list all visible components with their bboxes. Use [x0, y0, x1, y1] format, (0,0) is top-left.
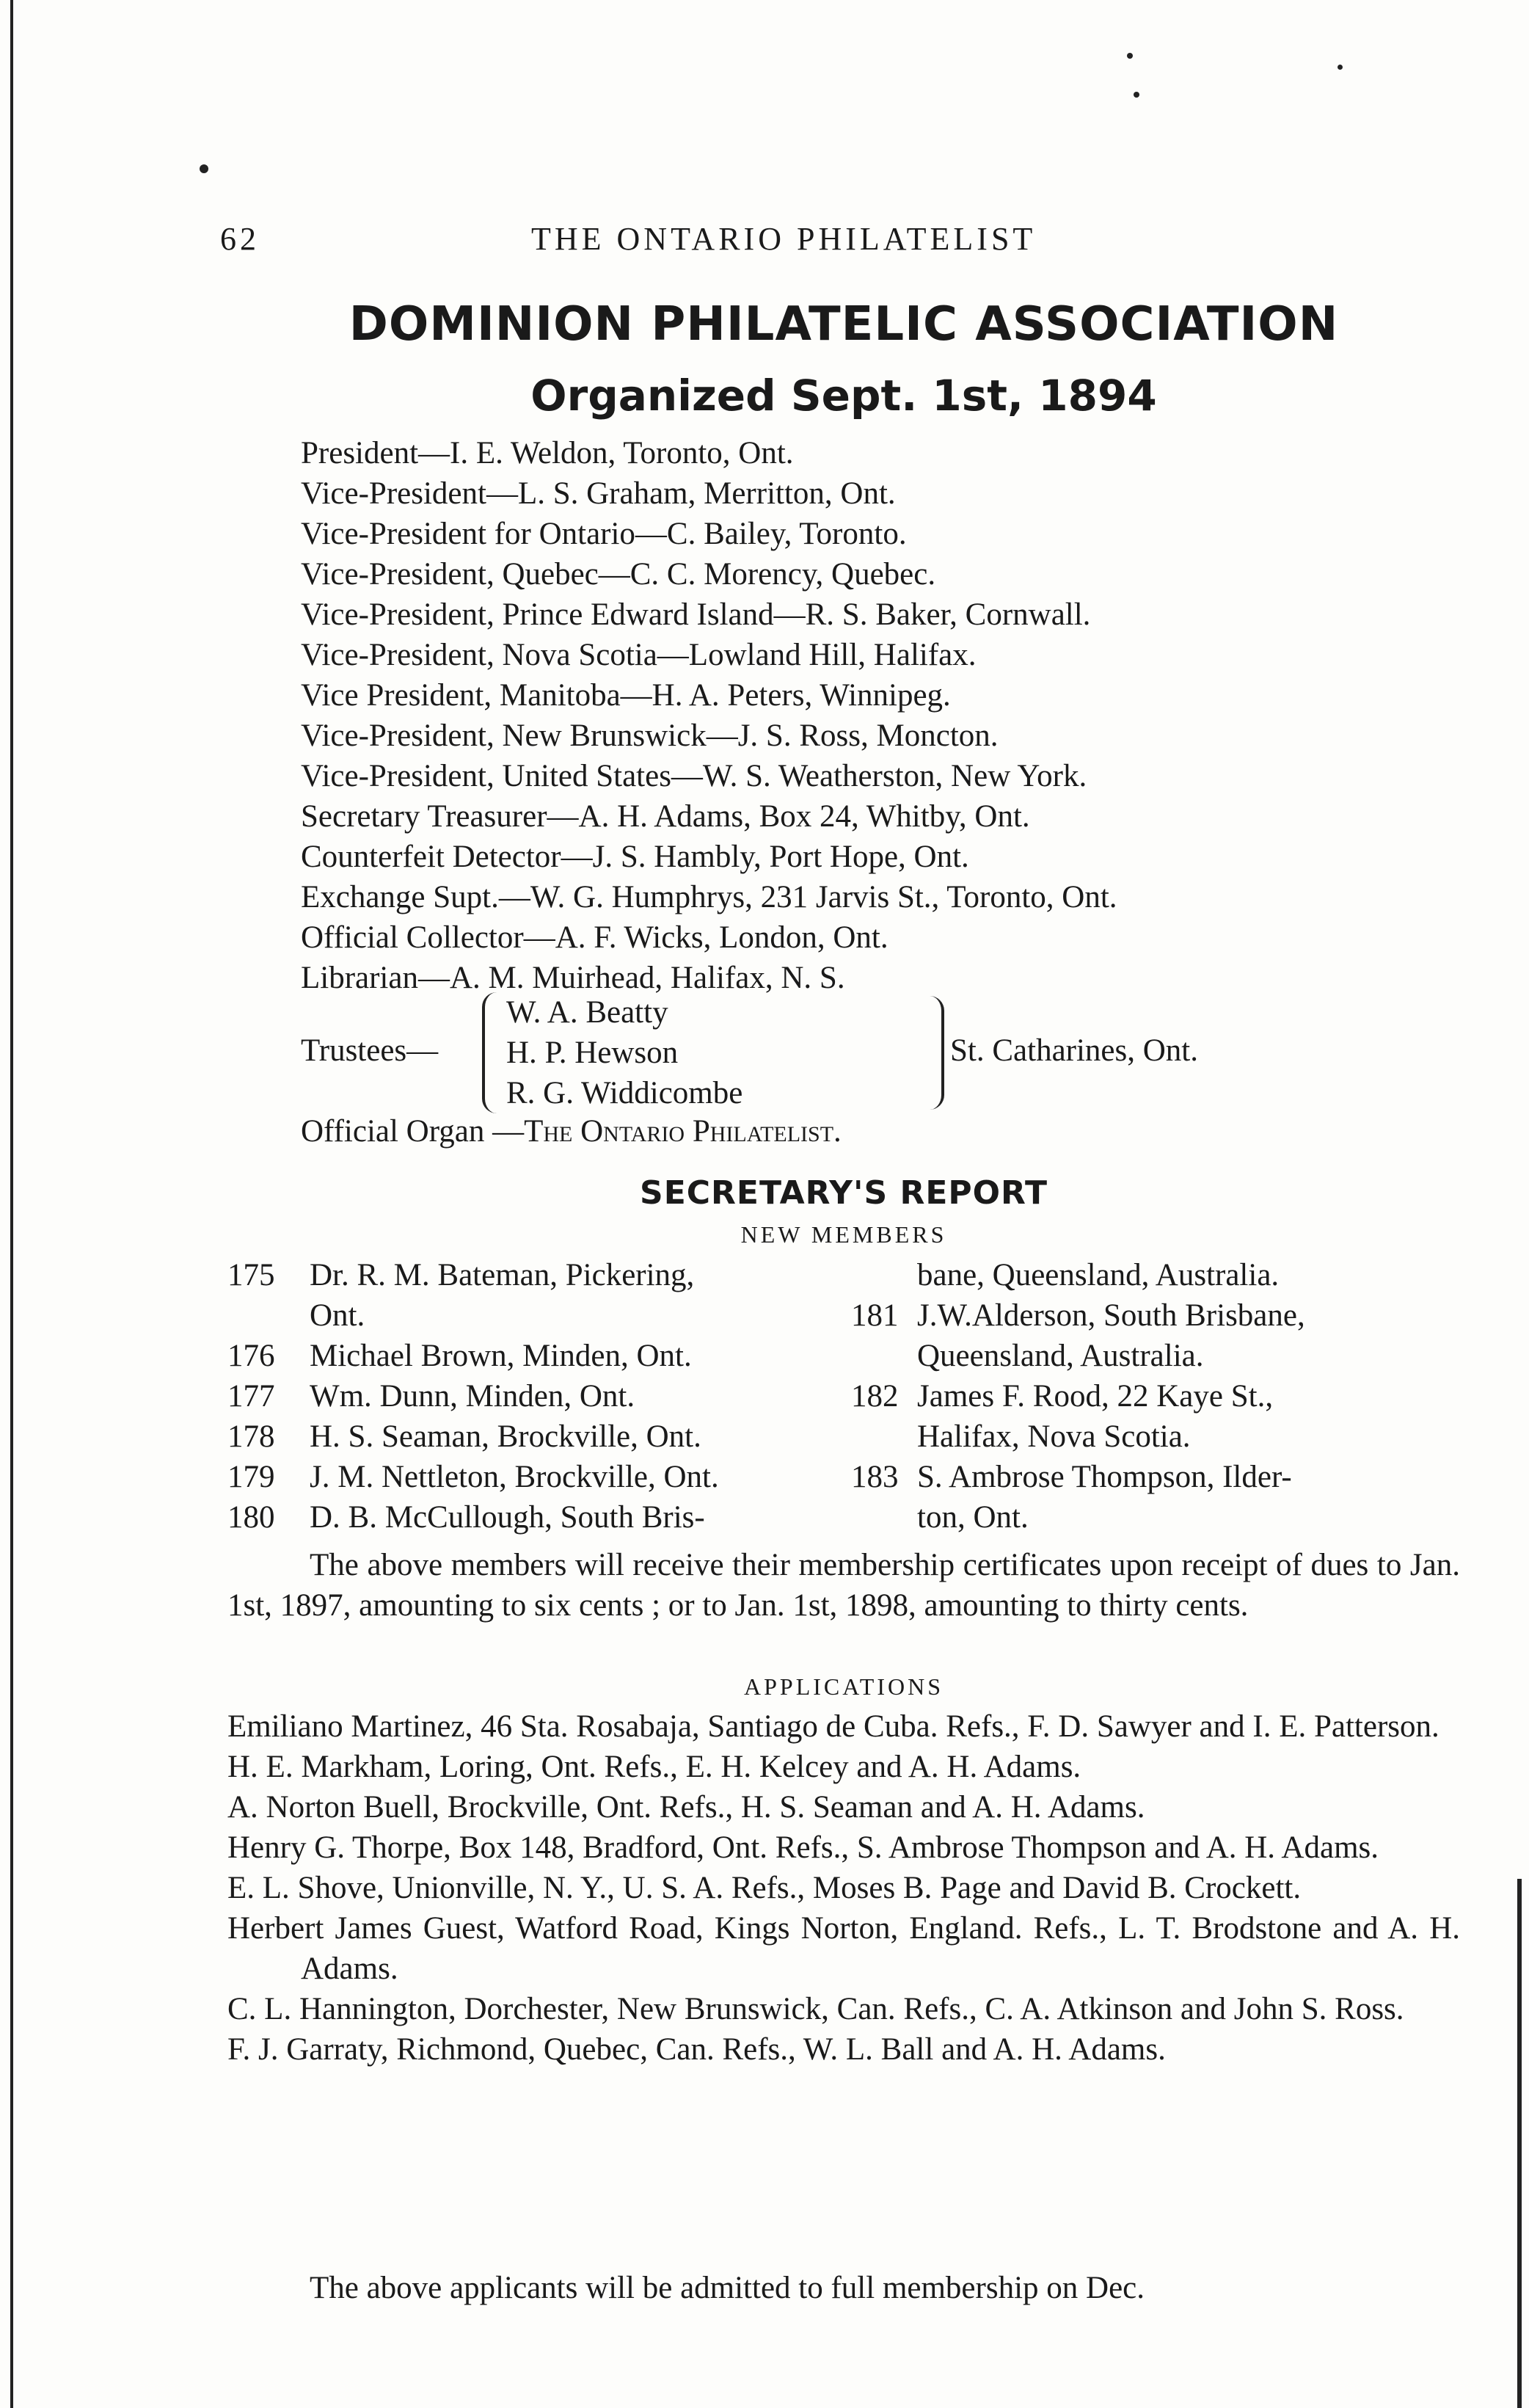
officer-line: Counterfeit Detector—J. S. Hambly, Port Hope, Ont. — [301, 840, 969, 874]
member-number: 178 — [227, 1419, 275, 1454]
member-number: 176 — [227, 1339, 275, 1373]
members-left-column — [227, 1255, 836, 1538]
officer-line: Vice President, Manitoba—H. A. Peters, Winnipeg. — [301, 678, 951, 713]
officer-line: Vice-President, Nova Scotia—Lowland Hill, Halifax. — [301, 638, 977, 672]
member-entry — [851, 1295, 1460, 1376]
member-number: 181 — [851, 1298, 899, 1333]
member-line: Halifax, Nova Scotia. — [917, 1419, 1191, 1454]
right-margin-rule — [1517, 1879, 1522, 2408]
trustee-name: R. G. Widdicombe — [506, 1076, 743, 1110]
official-organ — [301, 1113, 842, 1149]
member-line: bane, Queensland, Australia. — [917, 1258, 1280, 1292]
member-line: H. S. Seaman, Brockville, Ont. — [310, 1419, 701, 1454]
member-entry — [851, 1457, 1460, 1538]
member-line: J. M. Nettleton, Brockville, Ont. — [310, 1460, 719, 1494]
right-brace — [927, 996, 944, 1110]
left-brace — [482, 992, 501, 1113]
member-line: ton, Ont. — [917, 1500, 1029, 1535]
page-subheading: Organized Sept. 1st, 1894 — [530, 371, 1157, 421]
ink-speck — [1338, 65, 1343, 70]
member-number: 179 — [227, 1460, 275, 1494]
member-line: Wm. Dunn, Minden, Ont. — [310, 1379, 635, 1414]
member-line: D. B. McCullough, South Bris- — [310, 1500, 705, 1535]
member-line: James F. Rood, 22 Kaye St., — [917, 1379, 1274, 1414]
officer-line: President—I. E. Weldon, Toronto, Ont. — [301, 436, 794, 470]
trustees-label: Trustees— — [301, 1033, 439, 1068]
application-entry: A. Norton Buell, Brockville, Ont. Refs., H. S. Seaman and A. H. Adams. — [227, 1790, 1145, 1825]
member-entry — [227, 1497, 836, 1538]
member-entry — [851, 1255, 1460, 1295]
left-margin-rule — [10, 0, 13, 2408]
member-line: J.W.Alderson, South Brisbane, — [917, 1298, 1305, 1333]
officer-line: Secretary Treasurer—A. H. Adams, Box 24, Whitby, Ont. — [301, 799, 1030, 834]
member-entry — [851, 1376, 1460, 1457]
application-entry: Emiliano Martinez, 46 Sta. Rosabaja, Santiago de Cuba. Refs., F. D. Sawyer and I. E. Patterson. — [227, 1709, 1439, 1744]
officer-line: Vice-President for Ontario—C. Bailey, Toronto. — [301, 517, 907, 551]
member-line: Queensland, Australia. — [917, 1339, 1204, 1373]
member-entry — [227, 1255, 836, 1336]
applications-list — [227, 1706, 1460, 2070]
members-right-column — [851, 1255, 1460, 1538]
application-entry: Herbert James Guest, Watford Road, Kings Norton, England. Refs., L. T. Brodstone and A. H. Adams. — [227, 1911, 1460, 1986]
member-line: Dr. R. M. Bateman, Pickering, — [310, 1258, 695, 1292]
member-line: Michael Brown, Minden, Ont. — [310, 1339, 692, 1373]
officers-list — [301, 433, 1117, 998]
officer-line: Librarian—A. M. Muirhead, Halifax, N. S. — [301, 961, 845, 995]
member-line: Ont. — [310, 1298, 365, 1333]
page-heading: DOMINION PHILATELIC ASSOCIATION — [349, 297, 1339, 352]
report-title: SECRETARY'S REPORT — [640, 1174, 1048, 1212]
officer-line: Vice-President, New Brunswick—J. S. Ross, Moncton. — [301, 719, 999, 753]
member-entry — [227, 1336, 836, 1376]
officer-line: Official Collector—A. F. Wicks, London, Ont. — [301, 920, 888, 955]
member-number: 177 — [227, 1379, 275, 1414]
running-head-title: THE ONTARIO PHILATELIST — [531, 221, 1037, 257]
applications-heading: APPLICATIONS — [743, 1673, 944, 1700]
application-entry: C. L. Hannington, Dorchester, New Brunswick, Can. Refs., C. A. Atkinson and John S. Ross. — [227, 1992, 1404, 2026]
closing-note: The above applicants will be admitted to full membership on Dec. — [310, 2271, 1145, 2305]
trustees-place: St. Catharines, Ont. — [950, 1033, 1198, 1068]
trustee-name: H. P. Hewson — [506, 1036, 679, 1070]
member-entry — [227, 1457, 836, 1497]
page-number: 62 — [220, 221, 260, 257]
ink-speck — [1127, 53, 1133, 59]
ink-speck — [1134, 92, 1139, 98]
application-entry: F. J. Garraty, Richmond, Quebec, Can. Refs., W. L. Ball and A. H. Adams. — [227, 2032, 1166, 2067]
official-organ-label: Official Organ — — [301, 1114, 525, 1149]
trustees-block — [301, 992, 1475, 1113]
member-number: 183 — [851, 1460, 899, 1494]
application-entry: E. L. Shove, Unionville, N. Y., U. S. A. Refs., Moses B. Page and David B. Crockett. — [227, 1871, 1302, 1905]
officer-line: Vice-President, Prince Edward Island—R. S. Baker, Cornwall. — [301, 597, 1091, 632]
official-organ-value: The Ontario Philatelist. — [524, 1114, 842, 1149]
officer-line: Vice-President—L. S. Graham, Merritton, Ont. — [301, 476, 896, 511]
member-line: S. Ambrose Thompson, Ilder- — [917, 1460, 1292, 1494]
trustee-name: W. A. Beatty — [506, 995, 668, 1030]
trustee-names — [506, 992, 742, 1113]
application-entry: Henry G. Thorpe, Box 148, Bradford, Ont. Refs., S. Ambrose Thompson and A. H. Adams. — [227, 1830, 1379, 1865]
officer-line: Exchange Supt.—W. G. Humphrys, 231 Jarvis St., Toronto, Ont. — [301, 880, 1117, 914]
officer-line: Vice-President, Quebec—C. C. Morency, Quebec. — [301, 557, 936, 592]
application-entry: H. E. Markham, Loring, Ont. Refs., E. H. Kelcey and A. H. Adams. — [227, 1750, 1081, 1784]
member-entry — [227, 1376, 836, 1416]
member-entry — [227, 1416, 836, 1457]
new-members-heading: NEW MEMBERS — [740, 1221, 947, 1248]
member-number: 180 — [227, 1500, 275, 1535]
member-number: 182 — [851, 1379, 899, 1414]
members-note: The above members will receive their membership certificates upon receipt of dues to Jan. 1st, 1897, amounting to six cents ; or to Jan. 1st, 1898, amounting to thirty cents. — [227, 1548, 1460, 1623]
member-number: 175 — [227, 1258, 275, 1292]
officer-line: Vice-President, United States—W. S. Weatherston, New York. — [301, 759, 1087, 793]
ink-speck — [200, 164, 208, 173]
